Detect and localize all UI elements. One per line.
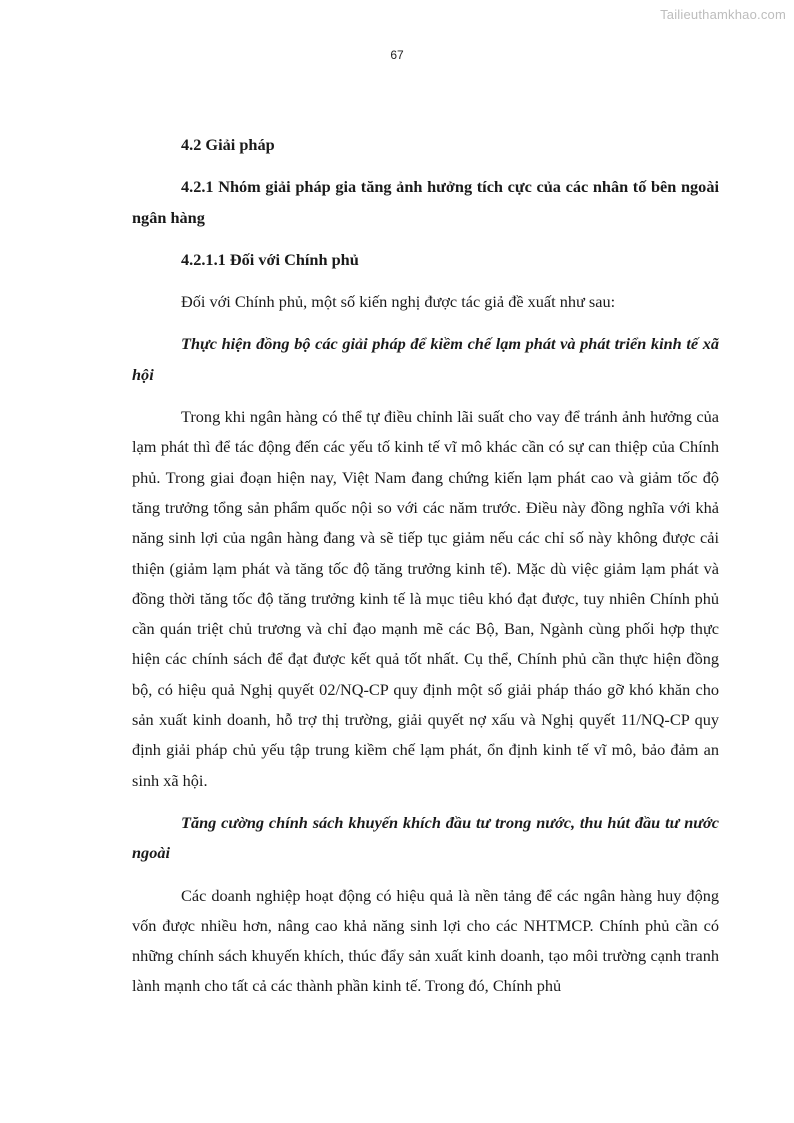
section-heading-4-2-1-1: 4.2.1.1 Đối với Chính phủ	[181, 249, 359, 269]
intro-paragraph: Đối với Chính phủ, một số kiến nghị được tác giả đề xuất như sau:	[181, 292, 616, 312]
watermark: Tailieuthamkhao.com	[660, 7, 786, 22]
subheading-investment: Tăng cường chính sách khuyến khích đầu tư trong nước, thu hút đầu tư nước ngoài	[132, 812, 719, 863]
subheading-inflation: Thực hiện đồng bộ các giải pháp để kiềm chế lạm phát và phát triển kinh tế xã hội	[132, 334, 719, 384]
page-number: 67	[390, 48, 404, 62]
paragraph-investment: Các doanh nghiệp hoạt động có hiệu quả là nền tảng để các ngân hàng huy động vốn được nhiều hơn, nâng cao khả năng sinh lợi cho các NHTMCP. Chính phủ cần có những chính sách khuyến khích, thúc đẩy sản xuất kinh doanh, tạo môi trường cạnh tranh lành mạnh cho tất cả các thành phần kinh tế. Trong đó, Chính phủ	[132, 885, 719, 996]
section-heading-4-2-1: 4.2.1 Nhóm giải pháp gia tăng ảnh hưởng tích cực của các nhân tố bên ngoài ngân hàng	[132, 177, 719, 227]
section-heading-4-2: 4.2 Giải pháp	[181, 135, 275, 154]
document-body	[132, 130, 719, 1002]
paragraph-inflation: Trong khi ngân hàng có thể tự điều chỉnh lãi suất cho vay để tránh ảnh hưởng của lạm phát thì để tác động đến các yếu tố kinh tế vĩ mô khác cần có sự can thiệp của Chính phủ. Trong giai đoạn hiện nay, Việt Nam đang chứng kiến lạm phát cao và giảm tốc độ tăng trưởng tổng sản phẩm quốc nội so với các năm trước. Điều này đồng nghĩa với khả năng sinh lợi của ngân hàng đang và sẽ tiếp tục giảm nếu các chỉ số này không được cải thiện (giảm lạm phát và tăng tốc độ tăng trưởng kinh tế). Mặc dù việc giảm lạm phát và đồng thời tăng tốc độ tăng trưởng kinh tế là mục tiêu khó đạt được, tuy nhiên Chính phủ cần quán triệt chủ trương và chỉ đạo mạnh mẽ các Bộ, Ban, Ngành cùng phối hợp thực hiện các chính sách để đạt được kết quả tốt nhất. Cụ thể, Chính phủ cần thực hiện đồng bộ, có hiệu quả Nghị quyết 02/NQ-CP quy định một số giải pháp tháo gỡ khó khăn cho sản xuất kinh doanh, hỗ trợ thị trường, giải quyết nợ xấu và Nghị quyết 11/NQ-CP quy định giải pháp chủ yếu tập trung kiềm chế lạm phát, ổn định kinh tế vĩ mô, bảo đảm an sinh xã hội.	[132, 407, 719, 790]
